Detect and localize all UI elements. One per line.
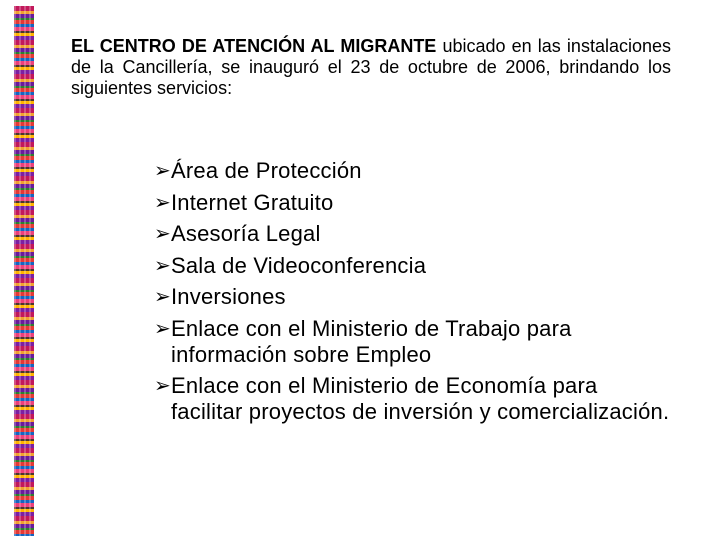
service-label: Asesoría Legal <box>171 221 321 246</box>
arrow-right-icon: ➢ <box>154 375 171 397</box>
list-item <box>154 221 674 247</box>
list-item <box>154 253 674 279</box>
arrow-right-icon: ➢ <box>154 317 171 340</box>
service-label: Área de Protección <box>171 158 362 183</box>
service-label: Enlace con el Ministerio de Economía para facilitar proyectos de inversión y comercialización. <box>171 373 670 424</box>
service-label: Enlace con el Ministerio de Trabajo para información sobre Empleo <box>171 315 572 367</box>
center-name: EL CENTRO DE ATENCIÓN AL MIGRANTE <box>71 36 437 56</box>
decorative-textile-stripe <box>14 6 34 536</box>
list-item <box>154 158 674 184</box>
services-list <box>154 158 674 431</box>
list-item <box>154 284 674 310</box>
list-item <box>154 316 674 368</box>
list-item <box>154 373 674 425</box>
service-label: Sala de Videoconferencia <box>171 252 427 278</box>
arrow-right-icon: ➢ <box>154 223 171 245</box>
list-item <box>154 190 674 216</box>
intro-text: ubicado en las instalaciones de la Cancillería, se inauguró el 23 de octubre de 2006, brindando los siguientes servicios: <box>71 36 671 98</box>
service-label: Internet Gratuito <box>171 189 334 215</box>
arrow-right-icon: ➢ <box>154 160 171 182</box>
service-label: Inversiones <box>171 284 286 309</box>
arrow-right-icon: ➢ <box>154 254 171 277</box>
arrow-right-icon: ➢ <box>154 286 171 308</box>
intro-paragraph <box>71 36 671 99</box>
arrow-right-icon: ➢ <box>154 191 171 214</box>
